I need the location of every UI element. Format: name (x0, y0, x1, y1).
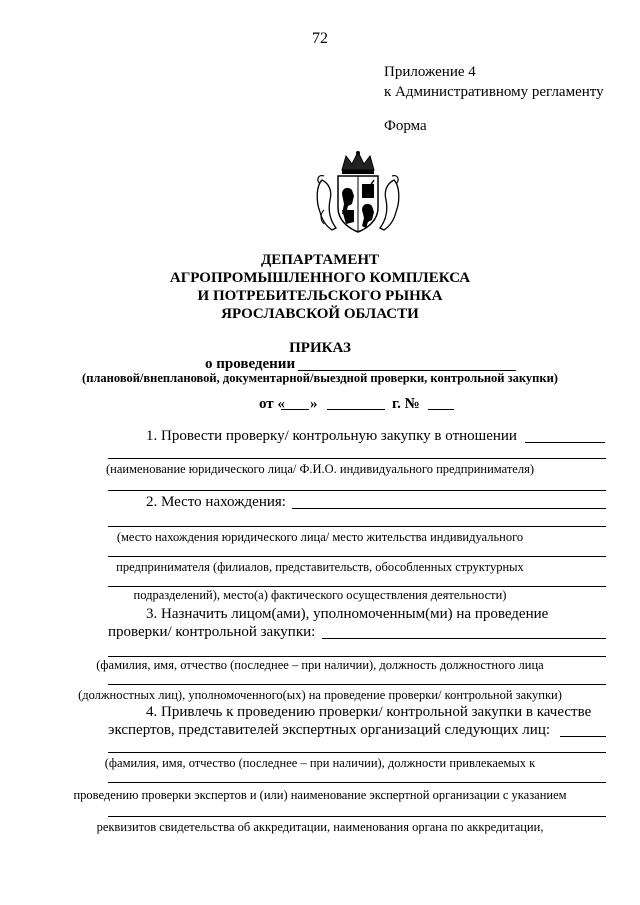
item-3-hint-1: (фамилия, имя, отчество (последнее – при наличии), должность должностного лица (96, 658, 544, 672)
year-number-label: г. № (392, 396, 420, 412)
item-2-hint-1: (место нахождения юридического лица/ место жительства индивидуального (116, 530, 524, 544)
item-4-hint-2: проведению проверки экспертов и (или) наименование экспертной организации с указанием (73, 788, 567, 802)
coat-of-arms-emblem (312, 150, 404, 236)
order-about-hint: (плановой/внеплановой, документарной/выездной проверки, контрольной закупки) (82, 371, 558, 385)
item-4-hint-3: реквизитов свидетельства об аккредитации, наименования органа по аккредитации, (96, 820, 544, 834)
item-4-field-c[interactable] (108, 782, 606, 783)
department-line-4: ЯРОСЛАВСКОЙ ОБЛАСТИ (221, 306, 419, 322)
item-3-line-2: проверки/ контрольной закупки: (108, 624, 316, 640)
item-3-hint-2: (должностных лиц), уполномоченного(ых) на проведение проверки/ контрольной закупки) (78, 688, 562, 702)
item-3-field-a[interactable] (322, 638, 606, 639)
page-number: 72 (312, 30, 328, 47)
department-line-1: ДЕПАРТАМЕНТ (260, 252, 380, 268)
order-number-field[interactable] (428, 409, 454, 410)
item-1-hint: (наименование юридического лица/ Ф.И.О. индивидуального предпринимателя) (105, 462, 534, 476)
department-line-3: И ПОТРЕБИТЕЛЬСКОГО РЫНКА (197, 288, 443, 304)
item-3-field-b[interactable] (108, 656, 606, 657)
item-1-text: 1. Провести проверку/ контрольную закупку в отношении (146, 428, 517, 444)
item-2-text: 2. Место нахождения: (146, 494, 286, 510)
appendix-line-1: Приложение 4 (384, 64, 476, 80)
form-label: Форма (384, 118, 427, 134)
date-from-label: от « (259, 396, 285, 412)
item-2-field-d[interactable] (108, 586, 606, 587)
item-1-field-c[interactable] (108, 490, 606, 491)
item-4-field-b[interactable] (108, 752, 606, 753)
department-line-2: АГРОПРОМЫШЛЕННОГО КОМПЛЕКСА (169, 270, 471, 286)
item-2-field-b[interactable] (108, 526, 606, 527)
item-3-line-1: 3. Назначить лицом(ами), уполномоченным(ми) на проведение (146, 606, 549, 622)
appendix-line-2: к Административному регламенту (384, 84, 604, 100)
item-4-field-d[interactable] (108, 816, 606, 817)
item-2-field-c[interactable] (108, 556, 606, 557)
item-2-field-a[interactable] (292, 508, 606, 509)
item-4-line-2: экспертов, представителей экспертных организаций следующих лиц: (108, 722, 551, 738)
date-close-quote: » (310, 396, 318, 412)
item-2-hint-3: подразделений), место(а) фактического осуществления деятельности) (133, 588, 507, 602)
item-4-field-a[interactable] (560, 736, 606, 737)
item-3-field-c[interactable] (108, 684, 606, 685)
order-about-label: о проведении (205, 356, 296, 372)
order-title: ПРИКАЗ (289, 340, 351, 356)
date-month-field[interactable] (327, 409, 385, 410)
item-1-field-b[interactable] (108, 458, 606, 459)
item-4-hint-1: (фамилия, имя, отчество (последнее – при наличии), должности привлекаемых к (104, 756, 536, 770)
item-1-field-a[interactable] (525, 442, 605, 443)
item-4-line-1: 4. Привлечь к проведению проверки/ контрольной закупки в качестве (146, 704, 592, 720)
item-2-hint-2: предпринимателя (филиалов, представительств, обособленных структурных (116, 560, 524, 574)
date-day-field[interactable] (281, 409, 309, 410)
